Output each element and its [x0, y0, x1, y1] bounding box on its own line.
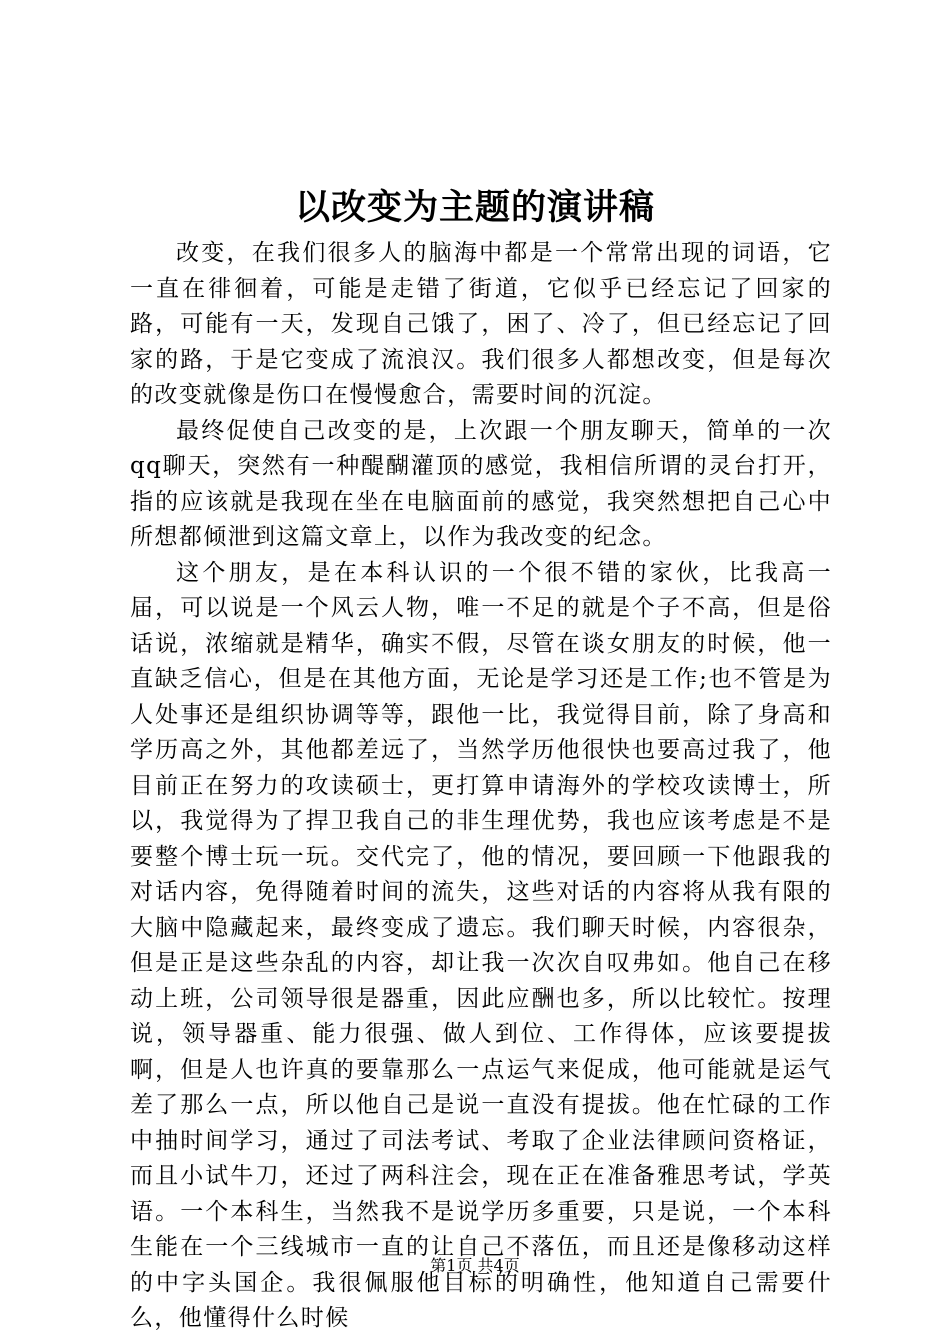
page-footer: 第1页 共4页: [430, 1256, 520, 1275]
paragraph: 最终促使自己改变的是，上次跟一个朋友聊天，简单的一次qq聊天，突然有一种醍醐灌顶的感觉，我相信所谓的灵台打开，指的应该就是我现在坐在电脑面前的感觉，我突然想把自己心中所想都倾泄到这篇文章上，以作为我改变的纪念。: [130, 417, 832, 550]
paragraph: 这个朋友，是在本科认识的一个很不错的家伙，比我高一届，可以说是一个风云人物，唯一不足的就是个子不高，但是俗话说，浓缩就是精华，确实不假，尽管在谈女朋友的时候，他一直缺乏信心，但是在其他方面，无论是学习还是工作;也不管是为人处事还是组织协调等等，跟他一比，我觉得目前，除了身高和学历高之外，其他都差远了，当然学历他很快也要高过我了，他目前正在努力的攻读硕士，更打算申请海外的学校攻读博士，所以，我觉得为了捍卫我自己的非生理优势，我也应该考虑是不是要整个博士玩一玩。交代完了，他的情况，要回顾一下他跟我的对话内容，免得随着时间的流失，这些对话的内容将从我有限的大脑中隐藏起来，最终变成了遗忘。我们聊天时候，内容很杂，但是正是这些杂乱的内容，却让我一次次自叹弗如。他自己在移动上班，公司领导很是器重，因此应酬也多，所以比较忙。按理说，领导器重、能力很强、做人到位、工作得体，应该要提拔啊，但是人也许真的要靠那么一点运气来促成，他可能就是运气差了那么一点，所以他自己是说一直没有提拔。他在忙碌的工作中抽时间学习，通过了司法考试、考取了企业法律顾问资格证，而且小试牛刀，还过了两科注会，现在正在准备雅思考试，学英语。一个本科生，当然我不是说学历多重要，只是说，一个本科生能在一个三线城市一直的让自己不落伍，而且还是像移动这样的中字头国企。我很佩服他目标的明确性，他知道自己需要什么，他懂得什么时候: [130, 559, 832, 1331]
document-body: [130, 236, 832, 1337]
paragraph: 改变，在我们很多人的脑海中都是一个常常出现的词语，它一直在徘徊着，可能是走错了街道，它似乎已经忘记了回家的路，可能有一天，发现自己饿了，困了、冷了，但已经忘记了回家的路，于是它变成了流浪汉。我们很多人都想改变，但是每次的改变就像是伤口在慢慢愈合，需要时间的沉淀。: [130, 240, 832, 408]
document-title: 以改变为主题的演讲稿: [294, 187, 655, 228]
